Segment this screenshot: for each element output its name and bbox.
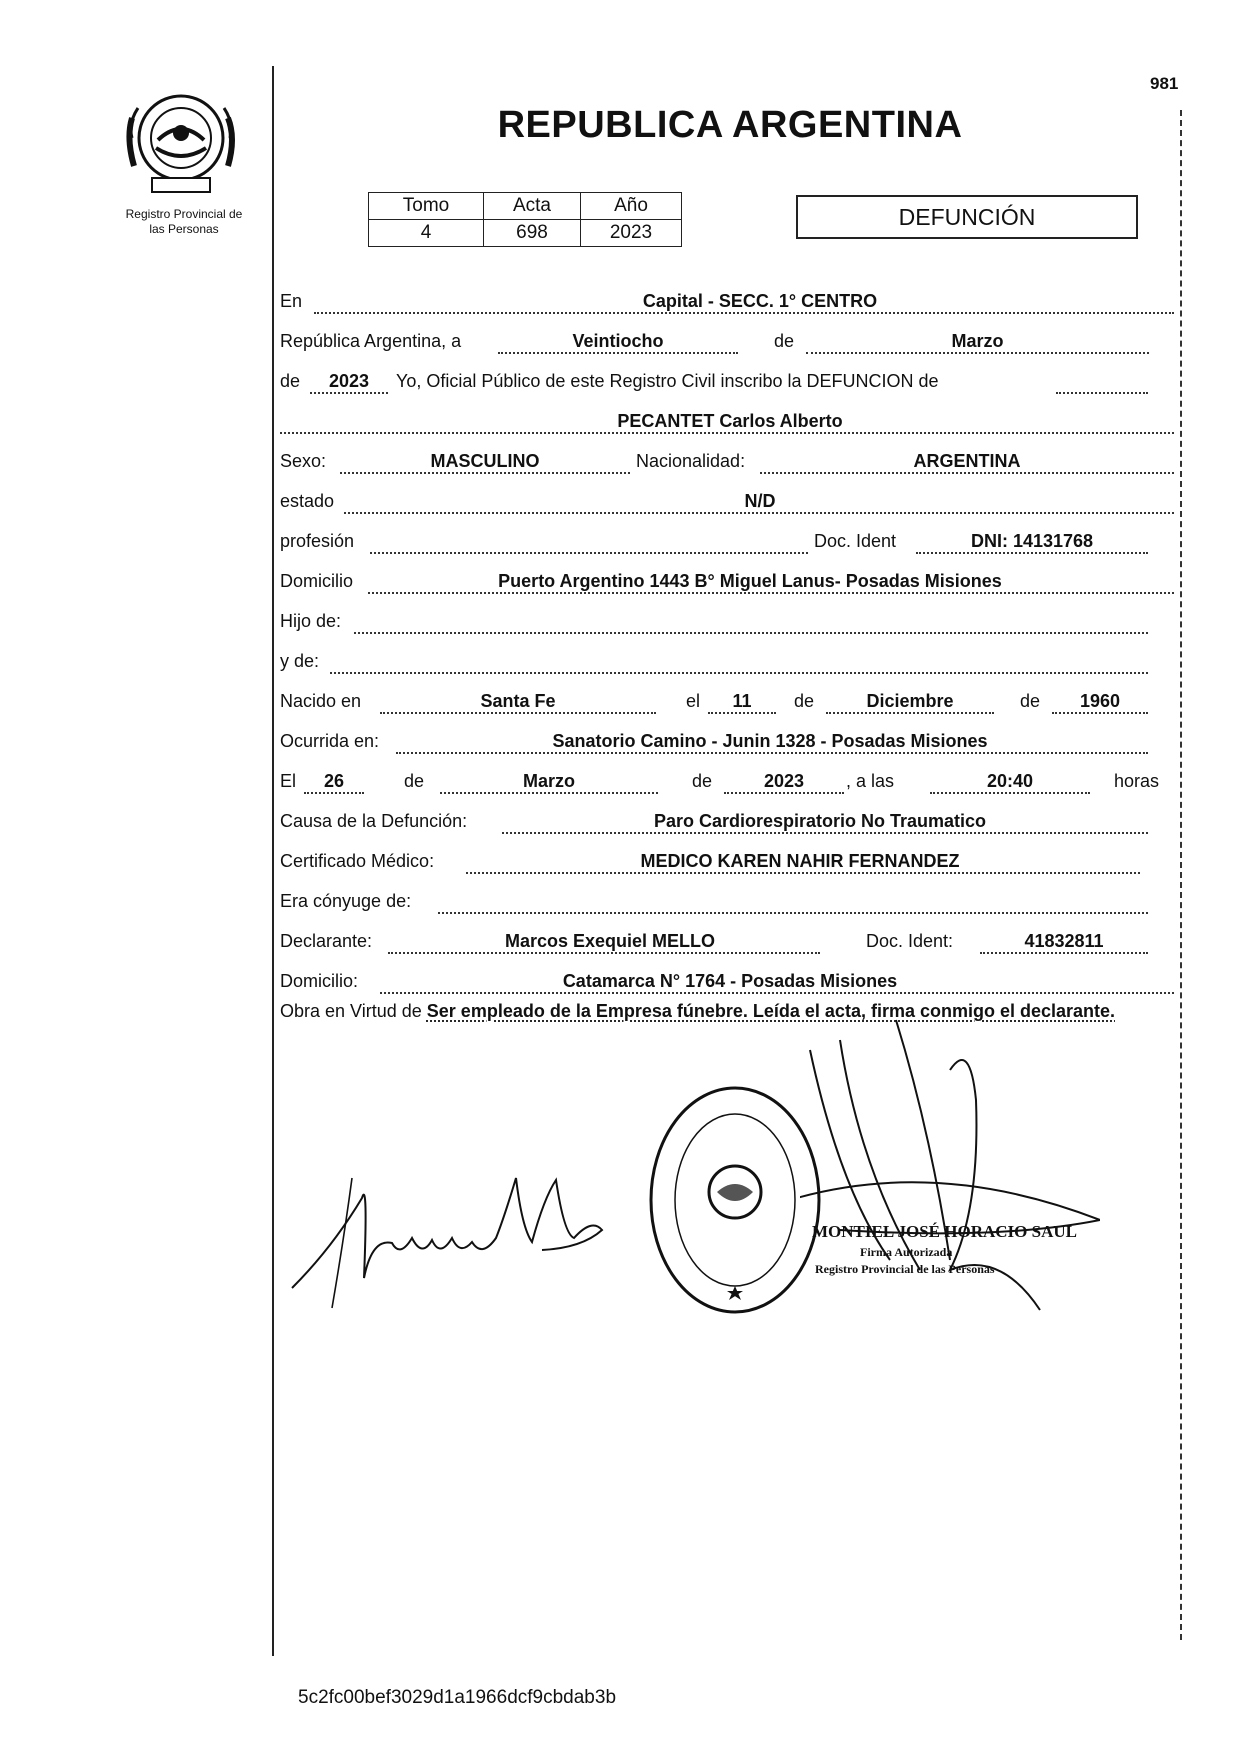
label-declarant-doc: Doc. Ident: [866,931,954,951]
row-declarant [280,926,1175,956]
dotted-line [310,392,388,394]
label-at: , a las [846,771,895,791]
label-de: de [774,331,795,351]
value-deceased-name: PECANTET Carlos Alberto [617,411,843,431]
row-hijo-de [280,606,1175,636]
label-de: de [692,771,713,791]
document-hash: 5c2fc00bef3029d1a1966dcf9cbdab3b [298,1687,617,1708]
label-born-in: Nacido en [280,691,362,711]
declarant-signature [282,1138,622,1328]
value-estado: N/D [744,491,776,511]
row-declarant-domicile [280,966,1175,996]
act-type-box: DEFUNCIÓN [796,195,1138,239]
right-margin-line [1180,110,1182,1640]
value-occurred: Sanatorio Camino - Junin 1328 - Posadas Misiones [552,731,988,751]
label-en: En [280,291,303,311]
label-certificate: Certificado Médico: [280,851,435,871]
dotted-line [806,352,1149,354]
dotted-line [438,912,1148,914]
value-death-year: 2023 [763,771,805,791]
label-de: de [280,371,301,391]
value-day-words: Veintiocho [572,331,664,351]
value-domicile: Puerto Argentino 1443 B° Miguel Lanus- Posadas Misiones [498,571,1002,591]
row-sex-nationality [280,446,1175,476]
label-de: de [794,691,815,711]
row-death-date [280,766,1175,796]
dotted-line [760,472,1174,474]
dotted-line [502,832,1148,834]
value-cause: Paro Cardiorespiratorio No Traumatico [653,811,987,831]
label-el: el [686,691,701,711]
official-signature [800,1010,1100,1330]
value-birth-year: 1960 [1079,691,1121,711]
label-de: de [1020,691,1041,711]
official-name: MONTIEL JOSÉ HORACIO SAUL [812,1222,1077,1241]
value-sex: MASCULINO [430,451,540,471]
label-sex: Sexo: [280,451,327,471]
left-margin-line [272,66,274,1656]
label-spouse: Era cónyuge de: [280,891,412,911]
value-anio: 2023 [581,220,682,247]
dotted-line [340,472,630,474]
dotted-line [980,952,1148,954]
dotted-line [380,712,656,714]
label-occurred: Ocurrida en: [280,731,380,751]
value-year: 2023 [328,371,370,391]
dotted-line [388,952,820,954]
label-profession: profesión [280,531,355,551]
label-doc-ident: Doc. Ident [814,531,897,551]
dotted-line [1056,392,1148,394]
label-estado: estado [280,491,335,511]
dotted-line [370,552,808,554]
row-y-de [280,646,1175,676]
value-born-in: Santa Fe [480,691,556,711]
row-inscription [280,366,1175,396]
value-reason: Ser empleado de la Empresa fúnebre. Leída el acta, firma conmigo el declarante. [426,1001,1116,1021]
value-birth-day: 11 [732,691,752,711]
value-nationality: ARGENTINA [913,451,1021,471]
label-reason: Obra en Virtud de [280,1001,422,1021]
label-hijo-de: Hijo de: [280,611,342,631]
dotted-line [498,352,738,354]
value-death-day: 26 [323,771,345,791]
official-seal [645,1080,825,1320]
value-doc-ident: DNI: 14131768 [970,531,1094,551]
dotted-line [1052,712,1148,714]
value-month: Marzo [951,331,1004,351]
registry-name: Registro Provincial de las Personas [125,207,243,236]
reference-table [368,192,682,247]
value-certificate: MEDICO KAREN NAHIR FERNANDEZ [640,851,960,871]
dotted-line [466,872,1140,874]
label-domicile: Domicilio [280,571,354,591]
value-birth-month: Diciembre [866,691,954,711]
dotted-line [708,712,776,714]
document-title: REPUBLICA ARGENTINA [497,104,963,146]
header-tomo: Tomo [369,193,484,220]
row-en [280,286,1175,316]
header-anio: Año [581,193,682,220]
dotted-line [396,752,1148,754]
label-declarant: Declarante: [280,931,373,951]
dotted-line [280,432,1174,434]
label-y-de: y de: [280,651,320,671]
row-cause [280,806,1175,836]
value-death-month: Marzo [522,771,575,791]
row-birth [280,686,1175,716]
dotted-line [826,712,994,714]
value-declarant: Marcos Exequiel MELLO [504,931,716,951]
value-acta: 698 [484,220,581,247]
dotted-line [314,312,1174,314]
dotted-line [724,792,844,794]
official-registry: Registro Provincial de las Personas [815,1262,995,1276]
label-declarant-domicile: Domicilio: [280,971,359,991]
header-acta: Acta [484,193,581,220]
row-deceased-name [280,406,1175,436]
label-republica: República Argentina, a [280,331,462,351]
page-number: 981 [1150,74,1179,93]
dotted-line [354,632,1148,634]
dotted-line [344,512,1174,514]
row-domicile [280,566,1175,596]
dotted-line [380,992,1174,994]
label-cause: Causa de la Defunción: [280,811,468,831]
row-spouse [280,886,1175,916]
label-el: El [280,771,297,791]
official-title: Firma Autorizada [860,1245,953,1259]
dotted-line [440,792,658,794]
label-nationality: Nacionalidad: [636,451,746,471]
row-date-words [280,326,1175,356]
dotted-line [304,792,364,794]
row-estado [280,486,1175,516]
value-declarant-doc: 41832811 [1024,931,1104,951]
label-hours: horas [1114,771,1160,791]
row-profession-doc [280,526,1175,556]
provincial-seal-logo [118,78,244,198]
label-de: de [404,771,425,791]
row-occurred [280,726,1175,756]
dotted-line [368,592,1174,594]
row-certificate [280,846,1175,876]
value-place: Capital - SECC. 1° CENTRO [642,291,878,311]
value-death-time: 20:40 [986,771,1034,791]
dotted-line [330,672,1148,674]
dotted-line [916,552,1148,554]
dotted-line [930,792,1090,794]
value-declarant-domicile: Catamarca N° 1764 - Posadas Misiones [562,971,898,991]
value-tomo: 4 [369,220,484,247]
inscription-text: Yo, Oficial Público de este Registro Civil inscribo la DEFUNCION de [396,371,939,391]
